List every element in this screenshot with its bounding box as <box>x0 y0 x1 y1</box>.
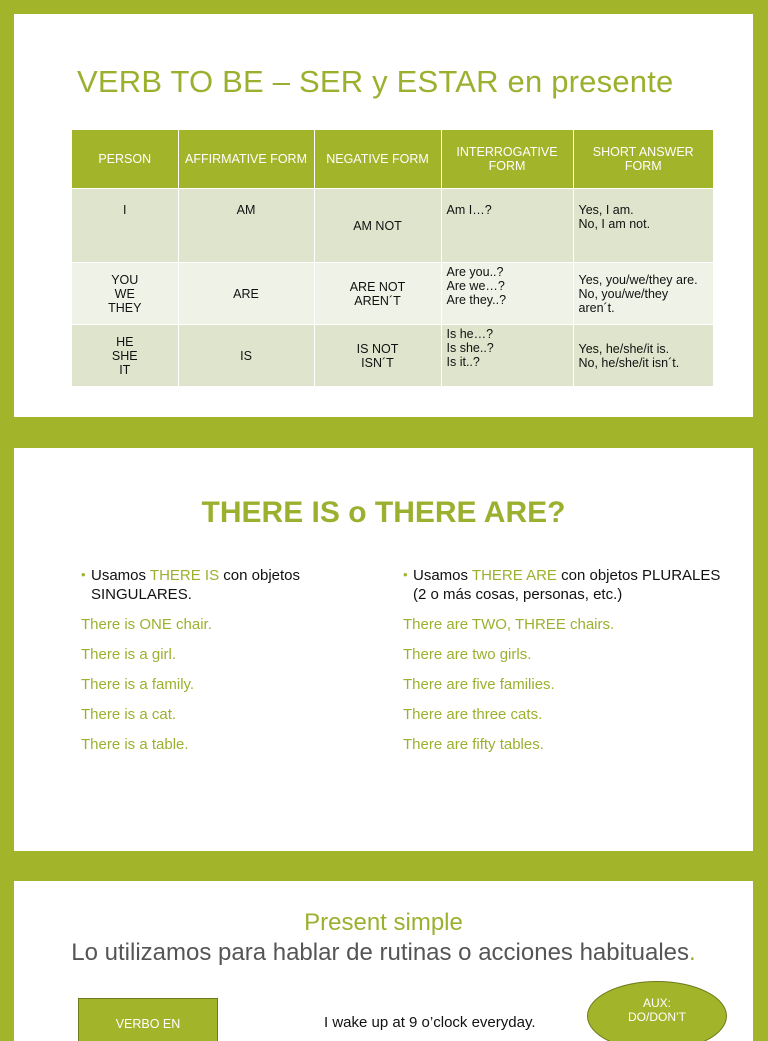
cell-text: ARE NOT <box>349 279 406 294</box>
aux-label: AUX: <box>642 996 671 1010</box>
table-row <box>72 325 713 387</box>
cell-text: Is he…? <box>446 327 494 341</box>
intro-text: Usamos <box>413 567 472 584</box>
cell-text: AM NOT <box>353 218 402 233</box>
table-row <box>72 189 713 263</box>
cell-text: AREN´T <box>354 293 401 308</box>
cell-interrogative <box>441 325 573 387</box>
plural-column <box>403 566 723 754</box>
cell-text: Yes, you/we/they are. <box>578 272 698 287</box>
bullet-icon: • <box>81 567 86 582</box>
example-sentence: There are fifty tables. <box>403 736 544 753</box>
cell-negative <box>314 325 441 387</box>
box-label: VERBO EN <box>115 1017 181 1031</box>
slide-title: THERE IS o THERE ARE? <box>201 496 566 529</box>
bullet-point <box>81 566 351 604</box>
header-interrogative: INTERROGATIVE FORM <box>441 130 573 189</box>
cell-text: AM <box>236 203 256 217</box>
example-sentence: There is ONE chair. <box>81 616 212 633</box>
slide-verb-to-be <box>14 14 753 417</box>
example-sentence: There are two girls. <box>403 646 532 663</box>
cell-text: WE <box>114 286 135 301</box>
bullet-point <box>403 566 723 604</box>
cell-text: Am I…? <box>446 203 492 217</box>
cell-text: Is she..? <box>446 341 494 355</box>
cell-text: Yes, I am. <box>578 203 634 217</box>
example-sentence: There are three cats. <box>403 706 543 723</box>
header-affirmative: AFFIRMATIVE FORM <box>178 130 314 189</box>
example-sentence: There are TWO, THREE chairs. <box>403 616 615 633</box>
singular-column <box>81 566 351 754</box>
cell-text: Are you..? <box>446 265 504 279</box>
slide-title: Present simple <box>304 909 463 936</box>
cell-short-answer <box>573 325 713 387</box>
cell-interrogative <box>441 263 573 325</box>
verbo-box <box>78 998 218 1041</box>
cell-person <box>72 325 178 387</box>
header-negative: NEGATIVE FORM <box>314 130 441 189</box>
intro-text: con objetos PLURALES (2 o más cosas, personas, etc.) <box>413 567 721 603</box>
cell-affirmative <box>178 189 314 263</box>
cell-short-answer <box>573 263 713 325</box>
example-sentence: There is a table. <box>81 736 189 753</box>
cell-text: IT <box>119 362 131 377</box>
cell-text: ISN´T <box>361 355 394 370</box>
aux-oval <box>587 981 727 1041</box>
example-sentence: I wake up at 9 o’clock everyday. <box>324 1014 536 1031</box>
cell-text: SHE <box>111 348 138 363</box>
cell-negative <box>314 189 441 263</box>
cell-text: IS <box>240 348 252 363</box>
slide-present-simple <box>14 881 753 1041</box>
subtitle-period: . <box>689 939 696 966</box>
bullet-icon: • <box>403 567 408 582</box>
cell-text: HE <box>116 334 134 349</box>
cell-text: No, he/she/it isn´t. <box>578 355 680 370</box>
example-sentence: There is a girl. <box>81 646 177 663</box>
aux-value: DO/DON’T <box>628 1010 686 1024</box>
header-person: PERSON <box>72 130 178 189</box>
example-sentence: There is a cat. <box>81 706 177 723</box>
cell-text: Is it..? <box>446 355 480 369</box>
cell-text: No, I am not. <box>578 217 651 231</box>
intro-text: Usamos <box>91 567 150 584</box>
cell-interrogative <box>441 189 573 263</box>
cell-affirmative <box>178 263 314 325</box>
cell-text: ARE <box>233 286 259 301</box>
cell-person <box>72 263 178 325</box>
highlight-text: THERE IS <box>149 567 220 584</box>
cell-text: aren´t. <box>578 300 615 315</box>
verb-to-be-table <box>72 130 713 386</box>
cell-negative <box>314 263 441 325</box>
intro-text: con objetos SINGULARES. <box>91 567 300 603</box>
slide-subtitle <box>14 939 753 967</box>
cell-affirmative <box>178 325 314 387</box>
slide-title: VERB TO BE – SER y ESTAR en presente <box>77 64 674 99</box>
header-short-answer: SHORT ANSWER FORM <box>573 130 713 189</box>
cell-text: Are we…? <box>446 279 505 293</box>
cell-text: IS NOT <box>356 341 399 356</box>
example-sentence: There is a family. <box>81 676 195 693</box>
highlight-text: THERE ARE <box>471 567 557 584</box>
subtitle-text: Lo utilizamos para hablar de rutinas o acciones habituales <box>71 939 690 966</box>
cell-text: Yes, he/she/it is. <box>578 341 670 356</box>
cell-text: I <box>123 203 127 217</box>
cell-text: YOU <box>111 272 139 287</box>
cell-text: Are they..? <box>446 293 507 307</box>
table-header-row <box>72 130 713 189</box>
cell-text: THEY <box>108 300 142 315</box>
example-sentence: There are five families. <box>403 676 555 693</box>
cell-text: No, you/we/they <box>578 286 669 301</box>
cell-short-answer <box>573 189 713 263</box>
cell-person <box>72 189 178 263</box>
table-row <box>72 263 713 325</box>
slide-there-is-there-are <box>14 448 753 851</box>
